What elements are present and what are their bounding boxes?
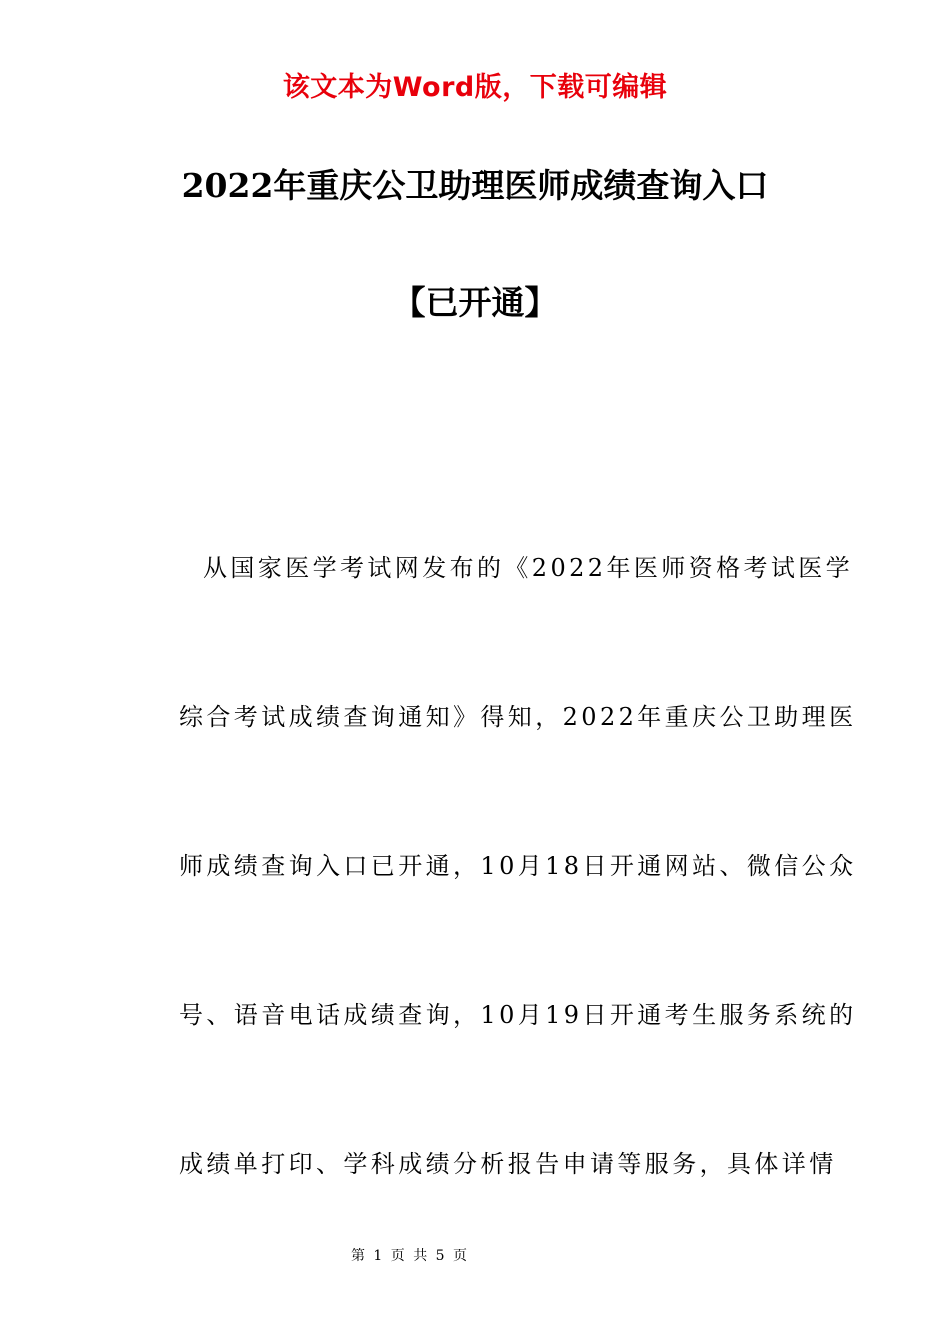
editable-word-banner: 该文本为Word版，下载可编辑 xyxy=(282,72,668,103)
paragraph-line: 从国家医学考试网发布的《2022年医师资格考试医学 xyxy=(203,554,854,582)
paragraph-line: 师成绩查询入口已开通，10月18日开通网站、微信公众 xyxy=(179,852,857,880)
document-title-line-1: 2022年重庆公卫助理医师成绩查询入口 xyxy=(181,166,769,205)
paragraph-line: 成绩单打印、学科成绩分析报告申请等服务，具体详情 xyxy=(179,1150,837,1178)
document-title-line-2: 【已开通】 xyxy=(392,283,558,322)
paragraph-line: 号、语音电话成绩查询，10月19日开通考生服务系统的 xyxy=(179,1001,857,1029)
paragraph-line: 综合考试成绩查询通知》得知，2022年重庆公卫助理医 xyxy=(179,703,857,731)
page-number-footer: 第 1 页 共 5 页 xyxy=(350,1248,470,1264)
